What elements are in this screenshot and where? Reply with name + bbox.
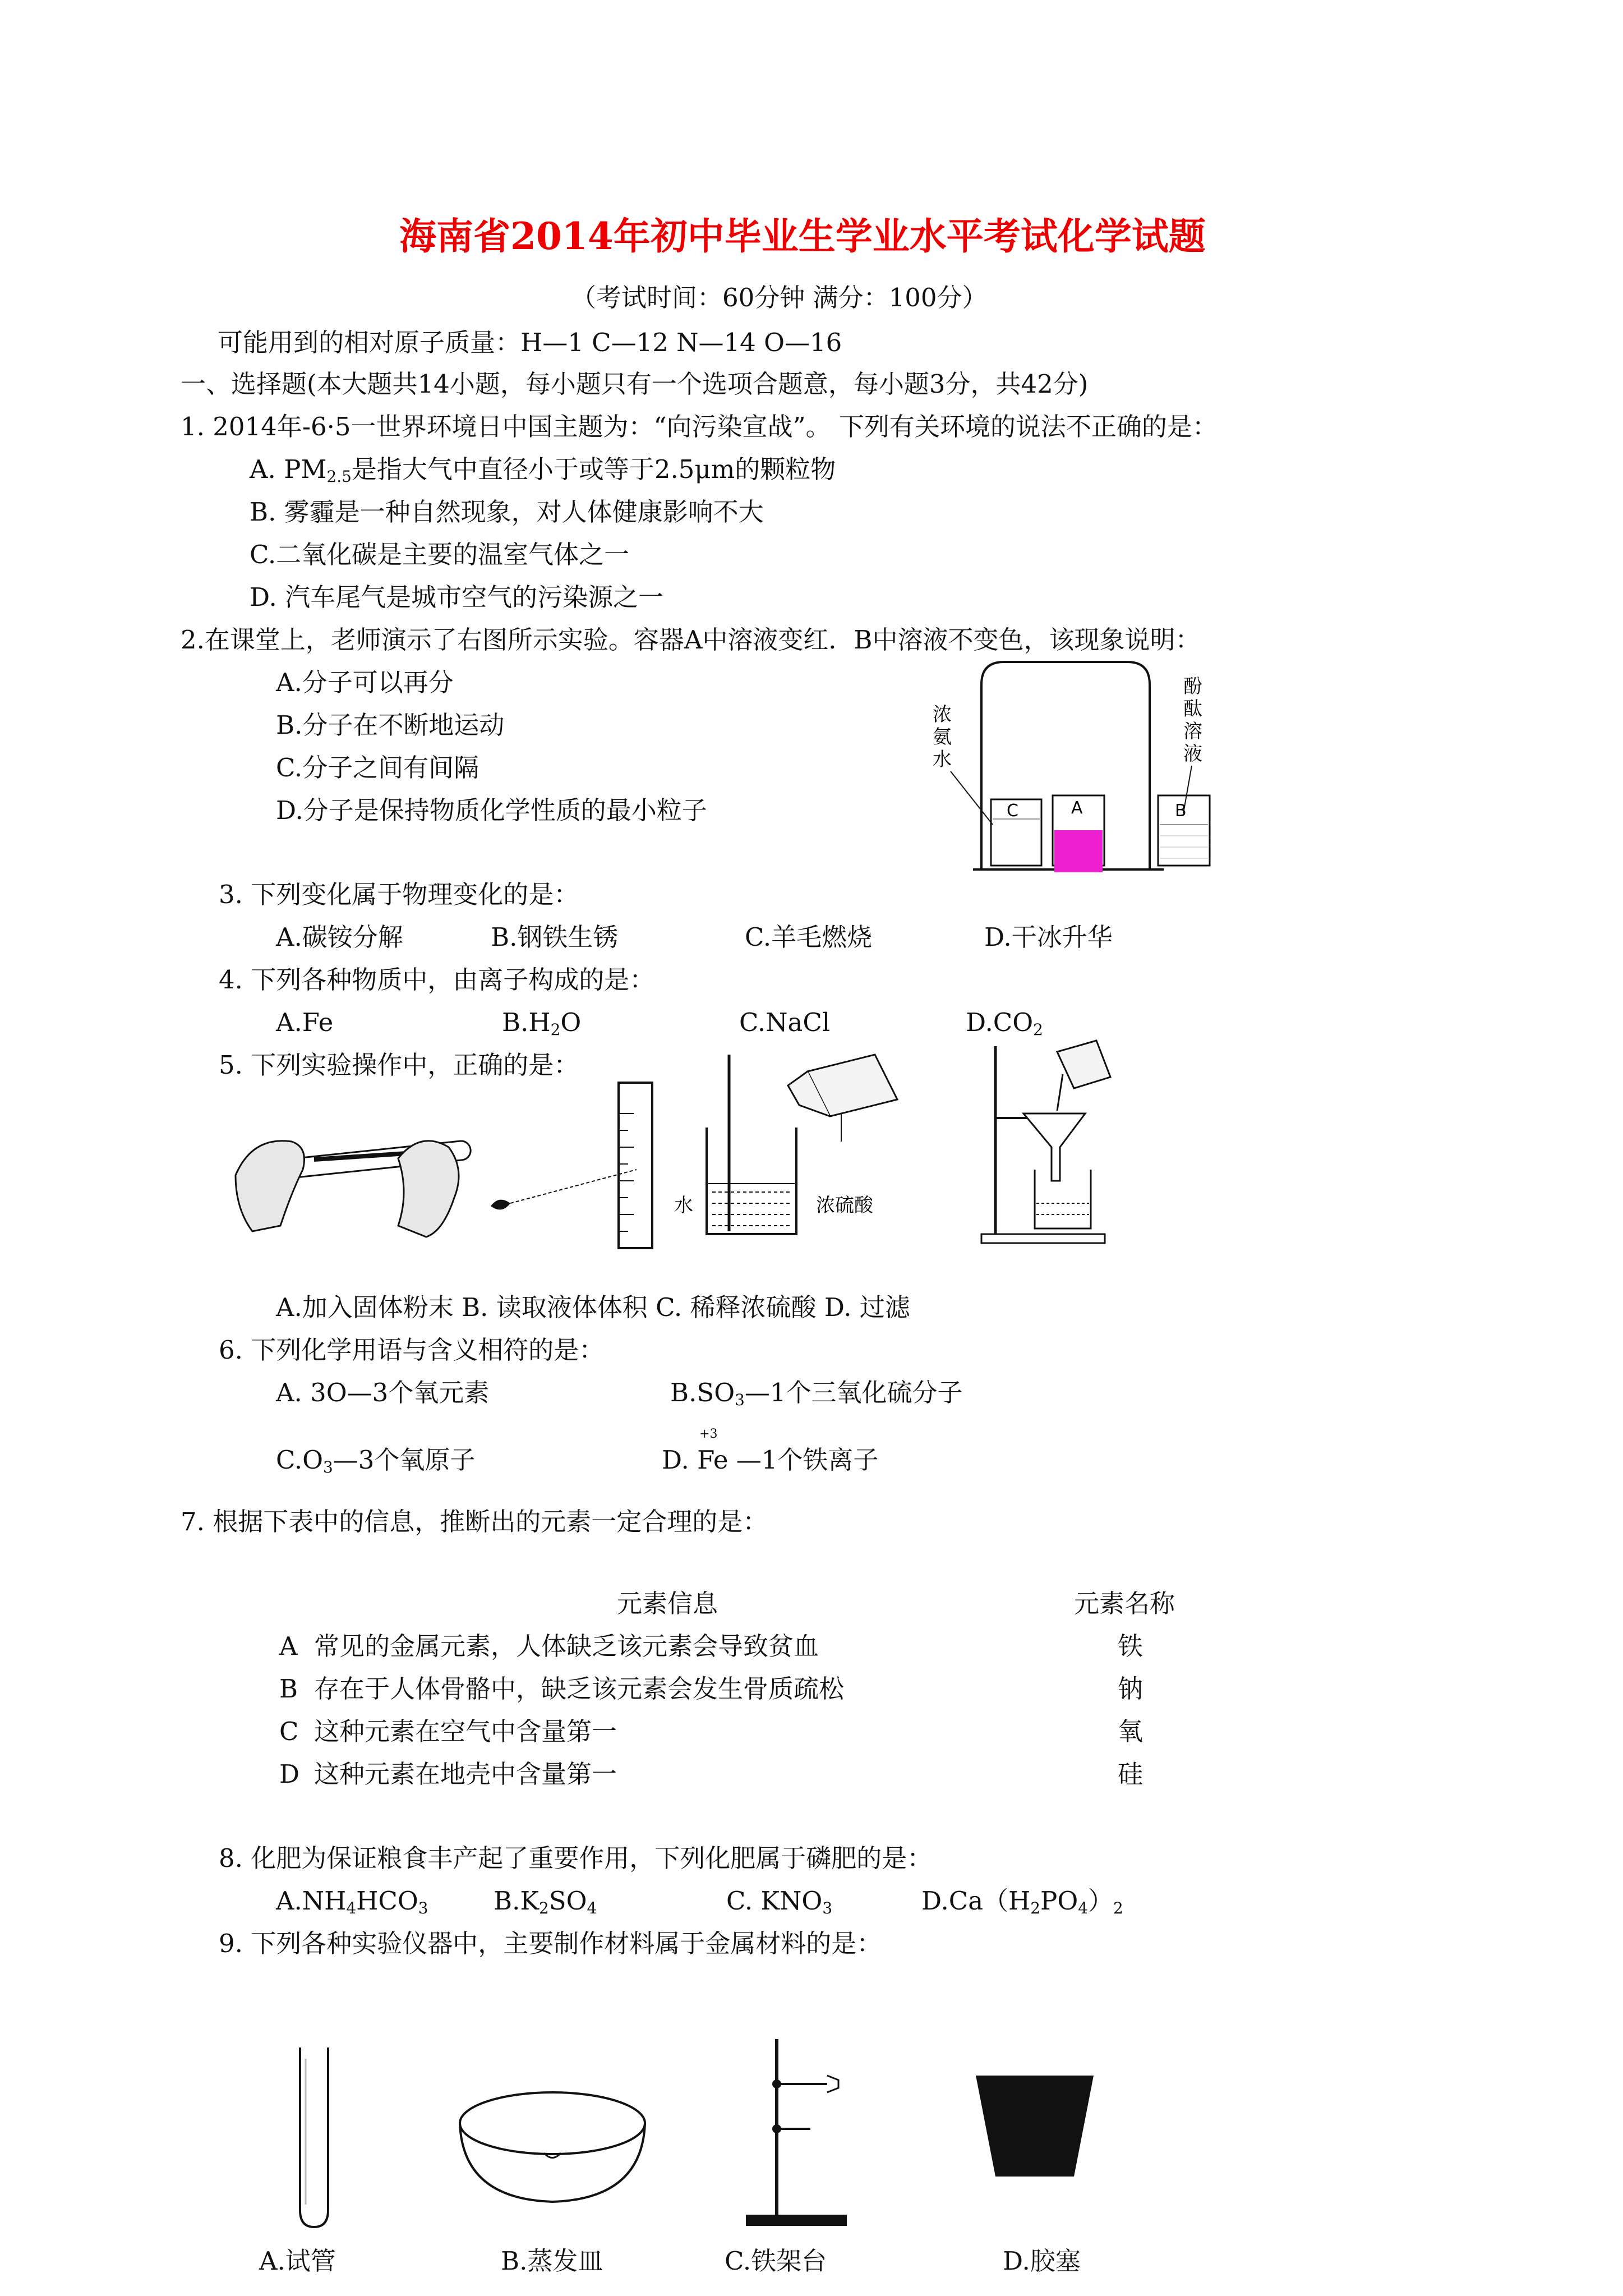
q1-option-a: A. $PM_{2.5}$是指大气中直径小于或等于2.5μm的颗粒物 — [250, 454, 836, 486]
phenol-label-1: 酚 — [1183, 675, 1202, 698]
q4-option-c: C.NaCl — [739, 1007, 831, 1037]
q3-option-b: B.钢铁生锈 — [491, 922, 619, 952]
q2-option-c: C.分子之间有间隔 — [276, 753, 479, 783]
q7-row-d-name: 硅 — [1118, 1759, 1144, 1789]
beaker-a-red-liquid — [1054, 830, 1103, 872]
q2-ammonia-diffusion-figure — [928, 651, 1225, 875]
q6-valence: +3 — [699, 1427, 718, 1441]
acid-label: 浓硫酸 — [816, 1194, 873, 1217]
q6-stem: 6. 下列化学用语与含义相符的是： — [219, 1335, 605, 1365]
q7-col-info: 元素信息 — [617, 1589, 718, 1618]
q6-option-c: $C.O_3—3$个氧原子 — [276, 1445, 476, 1476]
q7-row-c-info: 这种元素在空气中含量第一 — [314, 1717, 617, 1746]
q3-option-c: C.羊毛燃烧 — [745, 922, 873, 952]
q1-option-b: B. 雾霾是一种自然现象，对人体健康影响不大 — [250, 497, 764, 527]
q3-stem: 3. 下列变化属于物理变化的是： — [219, 880, 579, 909]
q5-options: A.加入固体粉末 B. 读取液体体积 C. 稀释浓硫酸 D. 过滤 — [276, 1292, 910, 1322]
q7-row-c-name: 氧 — [1118, 1717, 1144, 1746]
q7-row-a-info: 常见的金属元素，人体缺乏该元素会导致贫血 — [314, 1631, 819, 1661]
q7-row-b-name: 钠 — [1118, 1674, 1144, 1704]
beaker-a-label: A — [1071, 798, 1083, 818]
beaker-b-label: B — [1175, 801, 1187, 821]
atomic-masses: 可能用到的相对原子质量：H—1 C—12 N—14 O—16 — [218, 328, 842, 357]
beaker-c-label: C — [1007, 801, 1018, 821]
q3-option-a: A.碳铵分解 — [276, 922, 403, 952]
q7-col-name: 元素名称 — [1074, 1589, 1175, 1618]
evaporating-dish-image — [454, 2081, 651, 2210]
q4-option-d: $D.CO_2$ — [966, 1007, 1043, 1039]
ammonia-label-2: 氨 — [933, 726, 952, 748]
exam-time-info: （考试时间：60分钟 满分：100分） — [571, 283, 988, 312]
q8-stem: 8. 化肥为保证粮食丰产起了重要作用，下列化肥属于磷肥的是： — [219, 1843, 933, 1873]
q2-option-a: A.分子可以再分 — [276, 668, 454, 697]
q1-option-c: C.二氧化碳是主要的温室气体之一 — [250, 540, 630, 569]
q7-row-b-info: 存在于人体骨骼中，缺乏该元素会发生骨质疏松 — [314, 1674, 845, 1704]
section-heading: 一、选择题(本大题共14小题，每小题只有一个选项合题意，每小题3分，共42分) — [181, 369, 1089, 399]
q5-figure-d-filtration — [979, 1035, 1124, 1248]
q7-row-d-opt: D — [279, 1759, 300, 1789]
q9-stem: 9. 下列各种实验仪器中，主要制作材料属于金属材料的是： — [219, 1929, 882, 1958]
page-title: 海南省2014年初中毕业生学业水平考试化学试题 — [399, 214, 1206, 258]
ammonia-label-1: 浓 — [933, 703, 952, 726]
q7-row-a-name: 铁 — [1118, 1631, 1144, 1661]
q6-option-a: A. 3O—3个氧元素 — [276, 1378, 490, 1407]
q5-figure-b-read-cylinder — [479, 1080, 659, 1254]
q1-stem: 1. 2014年-6·5一世界环境日中国主题为：“向污染宣战”。 下列有关环境的说法不正确的是： — [181, 412, 1218, 441]
iron-stand-image — [732, 2031, 878, 2233]
q9-option-b: B.蒸发皿 — [501, 2246, 603, 2276]
water-label: 水 — [674, 1194, 693, 1217]
q4-stem: 4. 下列各种物质中，由离子构成的是： — [219, 965, 655, 995]
ammonia-label-3: 水 — [933, 748, 952, 771]
q8-option-b: $B.K_2SO_4$ — [494, 1886, 597, 1917]
phenol-label-2: 酞 — [1183, 698, 1202, 720]
q9-option-c: C.铁架台 — [725, 2246, 827, 2276]
phenol-label-4: 液 — [1183, 743, 1202, 765]
phenol-label-3: 溶 — [1183, 720, 1202, 743]
q8-option-d: $D.Ca(H_2PO_4)_2$ — [921, 1886, 1123, 1917]
q6-option-d: D. +3 Fe —1个铁离子 — [662, 1427, 879, 1475]
q7-row-c-opt: C — [279, 1717, 299, 1746]
q9-option-d: D.胶塞 — [1003, 2246, 1081, 2276]
q5-figure-c-dilute-acid — [673, 1043, 909, 1245]
q7-stem: 7. 根据下表中的信息，推断出的元素一定合理的是： — [181, 1507, 768, 1536]
q5-figure-a-add-powder — [230, 1097, 499, 1248]
q2-option-b: B.分子在不断地运动 — [276, 710, 505, 740]
q6-option-b: $B.SO_3—1$个三氧化硫分子 — [670, 1378, 963, 1409]
q7-row-a-opt: A — [279, 1631, 298, 1661]
q9-option-a: A.试管 — [259, 2246, 336, 2276]
rubber-stopper-image — [967, 2070, 1102, 2182]
q5-stem: 5. 下列实验操作中，正确的是： — [219, 1050, 579, 1080]
q8-option-a: $A.NH_4HCO_3$ — [276, 1886, 428, 1917]
q2-option-d: D.分子是保持物质化学性质的最小粒子 — [276, 795, 707, 825]
q2-stem: 2.在课堂上，老师演示了右图所示实验。容器A中溶液变红．B中溶液不变色，该现象说明： — [181, 625, 1201, 655]
q8-option-c: C. $KNO_3$ — [726, 1886, 833, 1917]
q7-row-d-info: 这种元素在地壳中含量第一 — [314, 1759, 617, 1789]
test-tube-image — [289, 2042, 339, 2233]
q1-option-d: D. 汽车尾气是城市空气的污染源之一 — [250, 582, 664, 612]
q7-row-b-opt: B — [279, 1674, 298, 1704]
q4-option-b: $B.H_2O$ — [502, 1007, 582, 1039]
q4-option-a: A.Fe — [276, 1007, 334, 1037]
q3-option-d: D.干冰升华 — [984, 922, 1113, 952]
